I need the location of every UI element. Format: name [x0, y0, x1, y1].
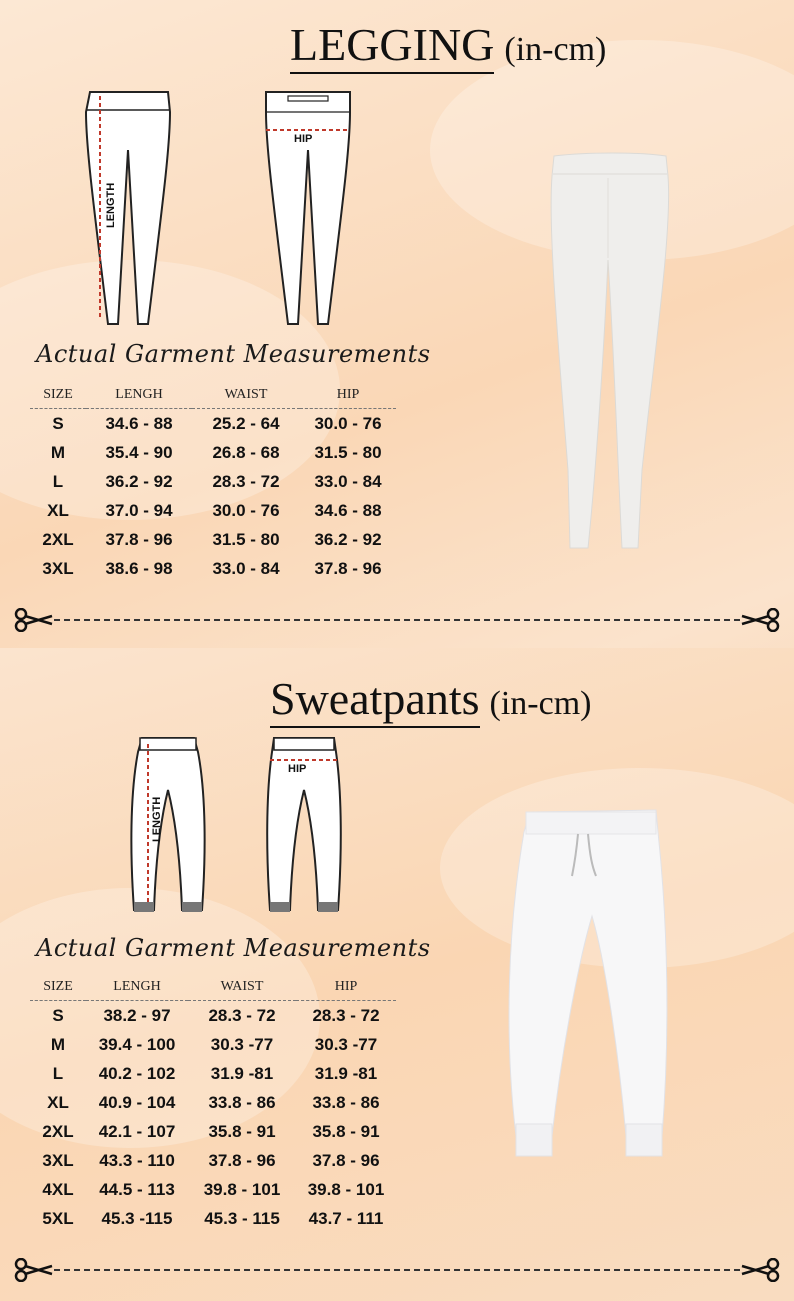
- measurement-cell: 37.8 - 96: [105, 529, 173, 549]
- measurement-cell: 31.9 -81: [210, 1063, 274, 1083]
- measurement-cell: 37.8 - 96: [208, 1150, 276, 1170]
- measurement-cell: 31.5 - 80: [314, 442, 382, 462]
- sweatpants-table-body: [30, 1001, 396, 1234]
- table-row: [30, 554, 396, 583]
- column-header: HIP: [300, 382, 396, 409]
- measurement-cell: 35.8 - 91: [208, 1121, 276, 1141]
- measurement-cell: 34.6 - 88: [314, 500, 382, 520]
- column-header: WAIST: [192, 382, 300, 409]
- measurement-cell: 39.8 - 101: [307, 1179, 385, 1199]
- measurement-cell: 28.3 - 72: [208, 1005, 276, 1025]
- table-row: [30, 1117, 396, 1146]
- sweatpants-title-text: Sweatpants: [270, 673, 480, 728]
- measurement-cell: 44.5 - 113: [99, 1179, 175, 1199]
- measurement-cell: 36.2 - 92: [314, 529, 382, 549]
- legging-back-drawing: [258, 88, 358, 330]
- measurement-cell: 34.6 - 88: [105, 413, 173, 433]
- measurement-cell: 30.3 -77: [210, 1034, 274, 1054]
- size-cell: 4XL: [42, 1179, 74, 1199]
- size-cell: XL: [47, 1092, 69, 1112]
- table-row: [30, 409, 396, 439]
- measurement-cell: 38.2 - 97: [103, 1005, 171, 1025]
- legging-length-label: LENGTH: [105, 182, 117, 228]
- table-row: [30, 1204, 396, 1233]
- sweatpants-back-drawing: [262, 734, 346, 924]
- measurement-cell: 33.0 - 84: [314, 471, 382, 491]
- table-row: [30, 525, 396, 554]
- size-cell: L: [52, 1063, 64, 1083]
- measurement-cell: 26.8 - 68: [212, 442, 280, 462]
- scissors-icon: [740, 608, 780, 632]
- size-cell: S: [52, 1005, 64, 1025]
- sweatpants-photo: [500, 806, 670, 1158]
- measurement-cell: 33.8 - 86: [208, 1092, 276, 1112]
- dashed-line: [54, 1269, 740, 1271]
- measurement-cell: 40.9 - 104: [98, 1092, 176, 1112]
- measurement-cell: 28.3 - 72: [212, 471, 280, 491]
- measurement-cell: 30.3 -77: [314, 1034, 378, 1054]
- scissors-icon: [740, 1258, 780, 1282]
- size-cell: 2XL: [42, 529, 74, 549]
- scissors-icon: [14, 1258, 54, 1282]
- measurement-cell: 33.0 - 84: [212, 558, 280, 578]
- measurement-cell: 37.8 - 96: [312, 1150, 380, 1170]
- measurement-cell: 39.8 - 101: [203, 1179, 281, 1199]
- measurement-cell: 30.0 - 76: [314, 413, 382, 433]
- column-header: LENGH: [86, 974, 188, 1001]
- measurement-cell: 39.4 - 100: [98, 1034, 176, 1054]
- legging-measurements-heading: Actual Garment Measurements: [36, 340, 431, 368]
- sweatpants-size-table: [30, 974, 396, 1233]
- sweatpants-cut-line: [14, 1258, 780, 1282]
- sweatpants-section: [0, 648, 794, 1301]
- column-header: SIZE: [30, 382, 86, 409]
- scissors-icon: [14, 608, 54, 632]
- legging-front-drawing: [78, 88, 178, 330]
- measurement-cell: 31.5 - 80: [212, 529, 280, 549]
- measurement-cell: 35.8 - 91: [312, 1121, 380, 1141]
- sweatpants-title: [270, 673, 592, 724]
- measurement-cell: 25.2 - 64: [212, 413, 280, 433]
- legging-cut-line: [14, 608, 780, 632]
- table-row: [30, 1030, 396, 1059]
- sweatpants-length-label: LENGTH: [151, 796, 163, 842]
- measurement-cell: 28.3 - 72: [312, 1005, 380, 1025]
- size-cell: 3XL: [42, 1150, 74, 1170]
- measurement-cell: 31.9 -81: [314, 1063, 378, 1083]
- measurement-cell: 42.1 - 107: [98, 1121, 176, 1141]
- table-row: [30, 1059, 396, 1088]
- legging-photo: [538, 150, 678, 552]
- measurement-cell: 45.3 - 115: [204, 1208, 280, 1228]
- sweatpants-front-drawing: [126, 734, 210, 924]
- table-row: [30, 496, 396, 525]
- measurement-cell: 37.8 - 96: [314, 558, 382, 578]
- size-cell: M: [50, 1034, 66, 1054]
- legging-unit: (in-cm): [504, 31, 607, 68]
- legging-hip-label: HIP: [294, 133, 313, 145]
- table-row: [30, 1088, 396, 1117]
- measurement-cell: 36.2 - 92: [105, 471, 173, 491]
- sweatpants-measurements-heading: Actual Garment Measurements: [36, 934, 431, 962]
- measurement-cell: 38.6 - 98: [105, 558, 173, 578]
- legging-table-header-row: [30, 382, 396, 409]
- table-row: [30, 1001, 396, 1031]
- column-header: HIP: [296, 974, 396, 1001]
- measurement-cell: 40.2 - 102: [98, 1063, 176, 1083]
- sweatpants-unit: (in-cm): [489, 685, 592, 722]
- table-row: [30, 438, 396, 467]
- measurement-cell: 37.0 - 94: [105, 500, 173, 520]
- dashed-line: [54, 619, 740, 621]
- column-header: SIZE: [30, 974, 86, 1001]
- size-cell: 5XL: [42, 1208, 74, 1228]
- size-cell: 3XL: [42, 558, 74, 578]
- table-row: [30, 467, 396, 496]
- table-row: [30, 1175, 396, 1204]
- legging-title: [290, 19, 607, 70]
- column-header: WAIST: [188, 974, 296, 1001]
- measurement-cell: 43.7 - 111: [308, 1208, 384, 1228]
- measurement-cell: 45.3 -115: [101, 1208, 173, 1228]
- measurement-cell: 35.4 - 90: [105, 442, 173, 462]
- column-header: LENGH: [86, 382, 192, 409]
- legging-section: [0, 0, 794, 648]
- size-cell: 2XL: [42, 1121, 74, 1141]
- table-row: [30, 1146, 396, 1175]
- legging-title-text: LEGGING: [290, 19, 494, 74]
- legging-table-body: [30, 409, 396, 584]
- sweatpants-hip-label: HIP: [288, 763, 307, 775]
- size-cell: L: [52, 471, 64, 491]
- size-cell: S: [52, 413, 64, 433]
- measurement-cell: 43.3 - 110: [99, 1150, 175, 1170]
- sweatpants-table-header-row: [30, 974, 396, 1001]
- size-cell: XL: [47, 500, 69, 520]
- legging-size-table: [30, 382, 396, 583]
- measurement-cell: 30.0 - 76: [212, 500, 280, 520]
- measurement-cell: 33.8 - 86: [312, 1092, 380, 1112]
- size-cell: M: [50, 442, 66, 462]
